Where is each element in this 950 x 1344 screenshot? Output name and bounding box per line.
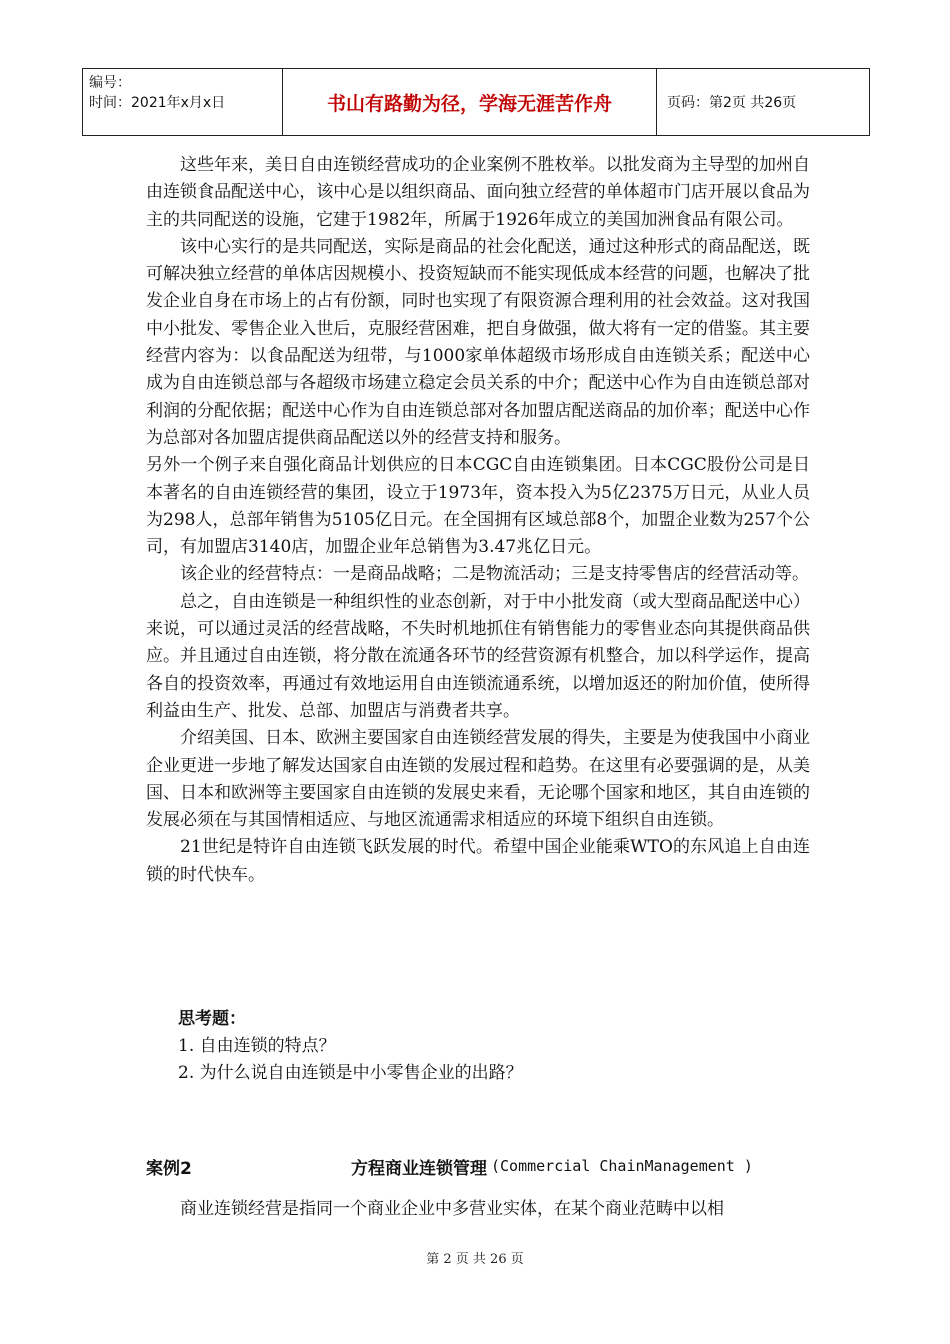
page-header-table (82, 68, 870, 136)
paragraph-1: 这些年来，美日自由连锁经营成功的企业案例不胜枚举。以批发商为主导型的加州自由连锁食品配送中心，该中心是以组织商品、面向独立经营的单体超市门店开展以食品为主的共同配送的设施，它建于1982年，所属于1926年成立的美国加洲食品有限公司。 (146, 155, 810, 230)
header-motto: 书山有路勤为径，学海无涯苦作舟 (283, 69, 657, 135)
case-intro-line: 商业连锁经营是指同一个商业企业中多营业实体，在某个商业范畴中以相 (180, 1199, 724, 1219)
question-item-2: 2. 为什么说自由连锁是中小零售企业的出路？ (178, 1063, 523, 1083)
paragraph-5: 总之，自由连锁是一种组织性的业态创新，对于中小批发商（或大型商品配送中心）来说，可以通过灵活的经营战略，不失时机地抓住有销售能力的零售业态向其提供商品供应。并且通过自由连锁，将分散在流通各环节的经营资源有机整合，加以科学运作，提高各自的投资效率，再通过有效地运用自由连锁流通系统，以增加返还的附加价值，使所得利益由生产、批发、总部、加盟店与消费者共享。 (146, 591, 810, 721)
paragraph-4: 该企业的经营特点：一是商品战略；二是物流活动；三是支持零售店的经营活动等。 (180, 564, 809, 585)
number-label: 编号： (89, 75, 131, 91)
paragraph-7: 21世纪是特许自由连锁飞跃发展的时代。希望中国企业能乘WTO的东风追上自由连锁的时代快车。 (146, 837, 810, 885)
header-page-info: 页码：第2页 共26页 (667, 95, 797, 111)
time-label: 时间：2021年x月x日 (89, 95, 226, 111)
page-footer: 第 2 页 共 26 页 (426, 1252, 524, 1267)
header-meta-cell (83, 69, 283, 135)
question-item-1: 1. 自由连锁的特点？ (178, 1036, 336, 1056)
document-body (146, 152, 810, 889)
case-title: 方程商业连锁管理 (351, 1158, 487, 1179)
paragraph-6: 介绍美国、日本、欧洲主要国家自由连锁经营发展的得失，主要是为使我国中小商业企业更进一步地了解发达国家自由连锁的发展过程和趋势。在这里有必要强调的是，从美国、日本和欧洲等主要国家自由连锁的发展史来看，无论哪个国家和地区，其自由连锁的发展必须在与其国情相适应、与地区流通需求相适应的环境下组织自由连锁。 (146, 728, 810, 831)
case-heading (146, 1152, 810, 1180)
paragraph-2: 该中心实行的是共同配送，实际是商品的社会化配送，通过这种形式的商品配送，既可解决独立经营的单体店因规模小、投资短缺而不能实现低成本经营的问题，也解决了批发企业自身在市场上的占有份额，同时也实现了有限资源合理利用的社会效益。这对我国中小批发、零售企业入世后，克服经营困难，把自身做强，做大将有一定的借鉴。其主要经营内容为：以食品配送为纽带，与1000家单体超级市场形成自由连锁关系；配送中心成为自由连锁总部与各超级市场建立稳定会员关系的中介；配送中心作为自由连锁总部对利润的分配依据；配送中心作为自由连锁总部对各加盟店配送商品的加价率；配送中心作为总部对各加盟店提供商品配送以外的经营支持和服务。 (146, 236, 810, 448)
paragraph-3: 另外一个例子来自强化商品计划供应的日本CGC自由连锁集团。日本CGC股份公司是日本著名的自由连锁经营的集团，设立于1973年，资本投入为5亿2375万日元，从业人员为298人，总部年销售为5105亿日元。在全国拥有区域总部8个，加盟企业数为257个公司，有加盟店3140店，加盟企业年总销售为3.47兆亿日元。 (146, 455, 810, 558)
questions-title: 思考题： (178, 1009, 246, 1029)
case-english-title: (Commercial ChainManagement ) (491, 1157, 753, 1175)
case-label: 案例2 (146, 1158, 192, 1179)
questions-list (178, 1033, 842, 1087)
